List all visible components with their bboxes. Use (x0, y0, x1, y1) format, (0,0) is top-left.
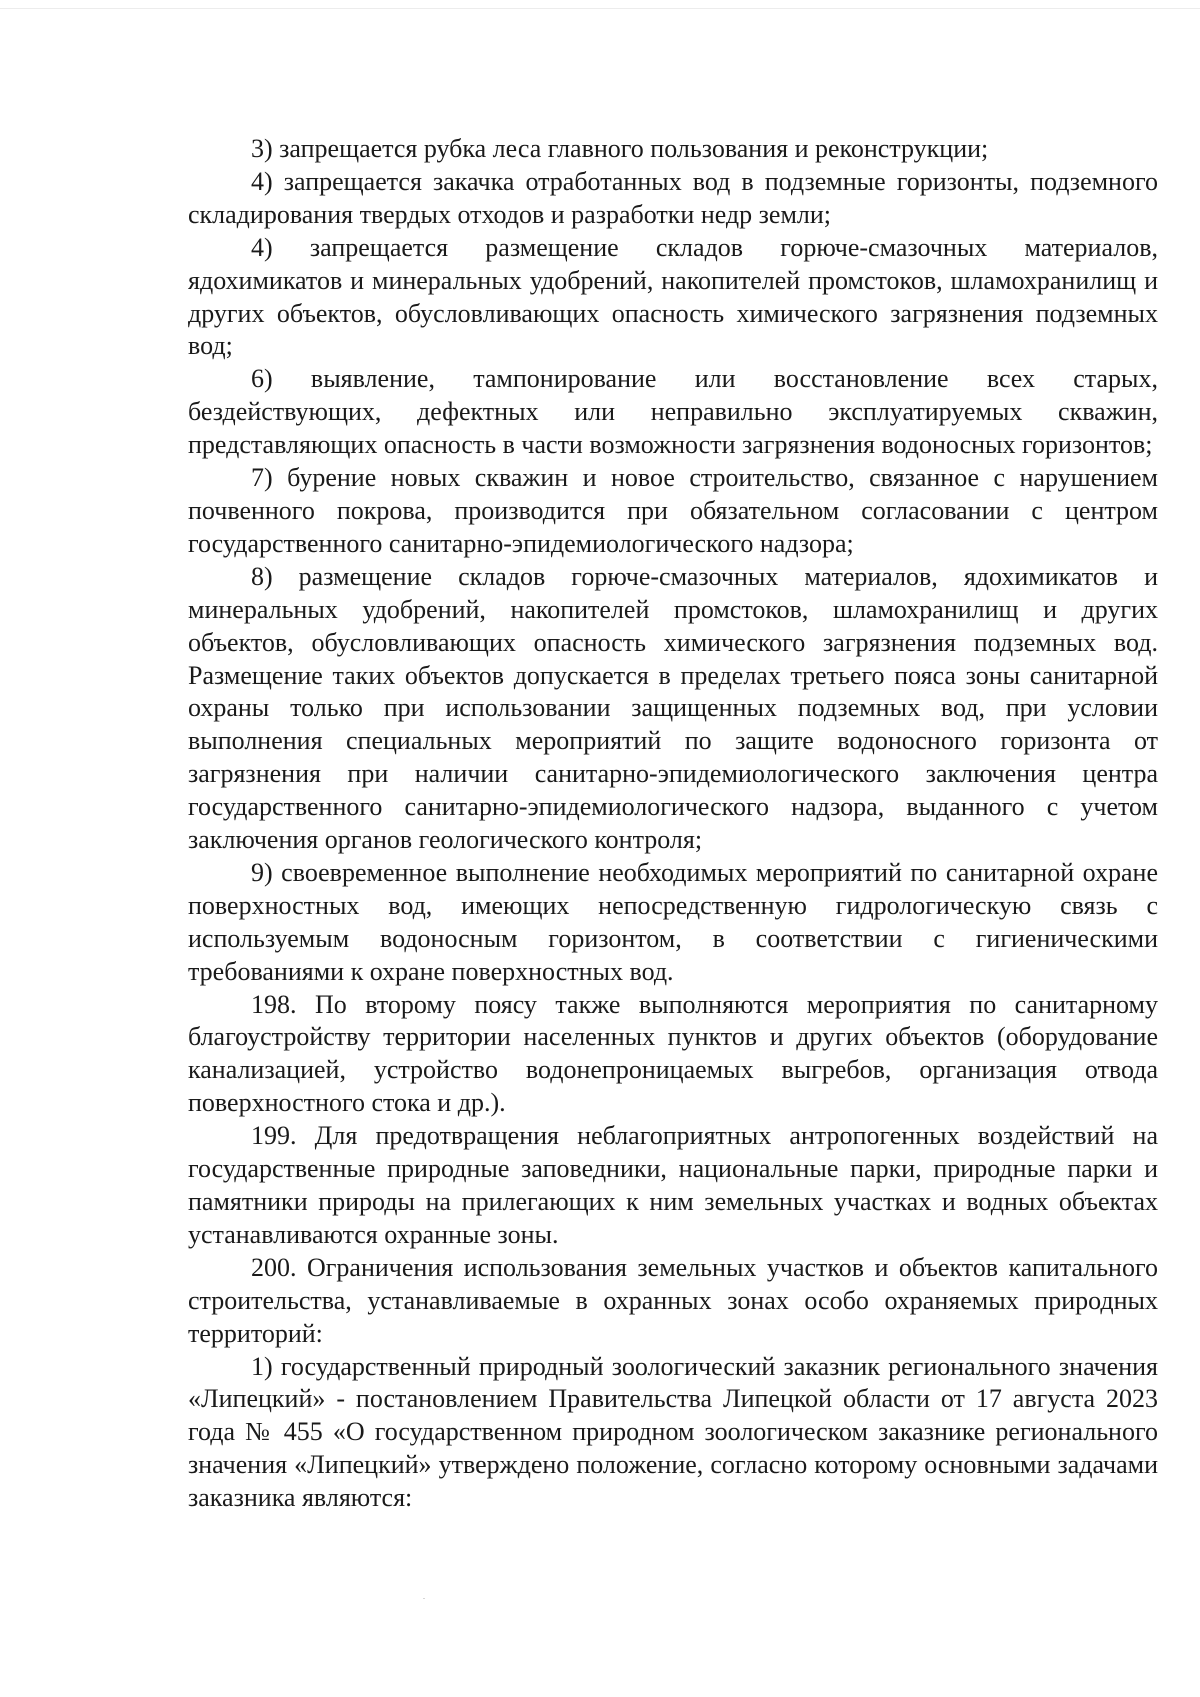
scan-dot-mark (423, 1598, 425, 1599)
paragraph-section-198: 198. По второму поясу также выполняются мероприятия по санитарному благоустройству территории населенных пунктов и других объектов (оборудование канализацией, устройство водонепроницаемых выгребов, организация отвода поверхностного стока и др.). (188, 989, 1158, 1118)
paragraph-item-3: 3) запрещается рубка леса главного пользования и реконструкции; (251, 134, 989, 163)
paragraph-section-200: 200. Ограничения использования земельных участков и объектов капитального строительства, устанавливаемые в охранных зонах особо охраняемых природных территорий: (188, 1252, 1158, 1348)
paragraph-item-4-storage: 4) запрещается размещение складов горюче-смазочных материалов, ядохимикатов и минеральных удобрений, накопителей промстоков, шламохранилищ и других объектов, обусловливающих опасность химического загрязнения подземных вод; (188, 232, 1158, 361)
document-body (188, 133, 1158, 1515)
paragraph-section-199: 199. Для предотвращения неблагоприятных антропогенных воздействий на государственные природные заповедники, национальные парки, природные парки и памятники природы на прилегающих к ним земельных участках и водных объектах устанавливаются охранные зоны. (188, 1121, 1158, 1249)
paragraph-item-1-zakaznik: 1) государственный природный зоологический заказник регионального значения «Липецкий» - постановлением Правительства Липецкой области от 17 августа 2023 года № 455 «О государственном природном зоологическом заказнике регионального значения «Липецкий» утверждено положение, согласно которому основными задачами заказника являются: (188, 1351, 1158, 1513)
paragraph-item-9: 9) своевременное выполнение необходимых мероприятий по санитарной охране поверхностных вод, имеющих непосредственную гидрологическую связь с используемым водоносным горизонтом, в соответствии с гигиеническими требованиями к охране поверхностных вод. (188, 857, 1158, 986)
paragraph-item-8: 8) размещение складов горюче-смазочных материалов, ядохимикатов и минеральных удобрений, накопителей промстоков, шламохранилищ и других объектов, обусловливающих опасность химического загрязнения подземных вод. Размещение таких объектов допускается в пределах третьего пояса зоны санитарной охраны только при использовании защищенных подземных вод, при условии выполнения специальных мероприятий по защите водоносного горизонта от загрязнения при наличии санитарно-эпидемиологического заключения центра государственного санитарно-эпидемиологического надзора, выданного с учетом заключения органов геологического контроля; (188, 561, 1158, 855)
paragraph-item-4-injection: 4) запрещается закачка отработанных вод в подземные горизонты, подземного складирования твердых отходов и разработки недр земли; (188, 166, 1158, 229)
scan-top-edge (0, 8, 1200, 9)
paragraph-item-7: 7) бурение новых скважин и новое строительство, связанное с нарушением почвенного покрова, производится при обязательном согласовании с центром государственного санитарно-эпидемиологического надзора; (188, 463, 1158, 558)
paragraph-item-6: 6) выявление, тампонирование или восстановление всех старых, бездействующих, дефектных или неправильно эксплуатируемых скважин, представляющих опасность в части возможности загрязнения водоносных горизонтов; (188, 364, 1158, 460)
